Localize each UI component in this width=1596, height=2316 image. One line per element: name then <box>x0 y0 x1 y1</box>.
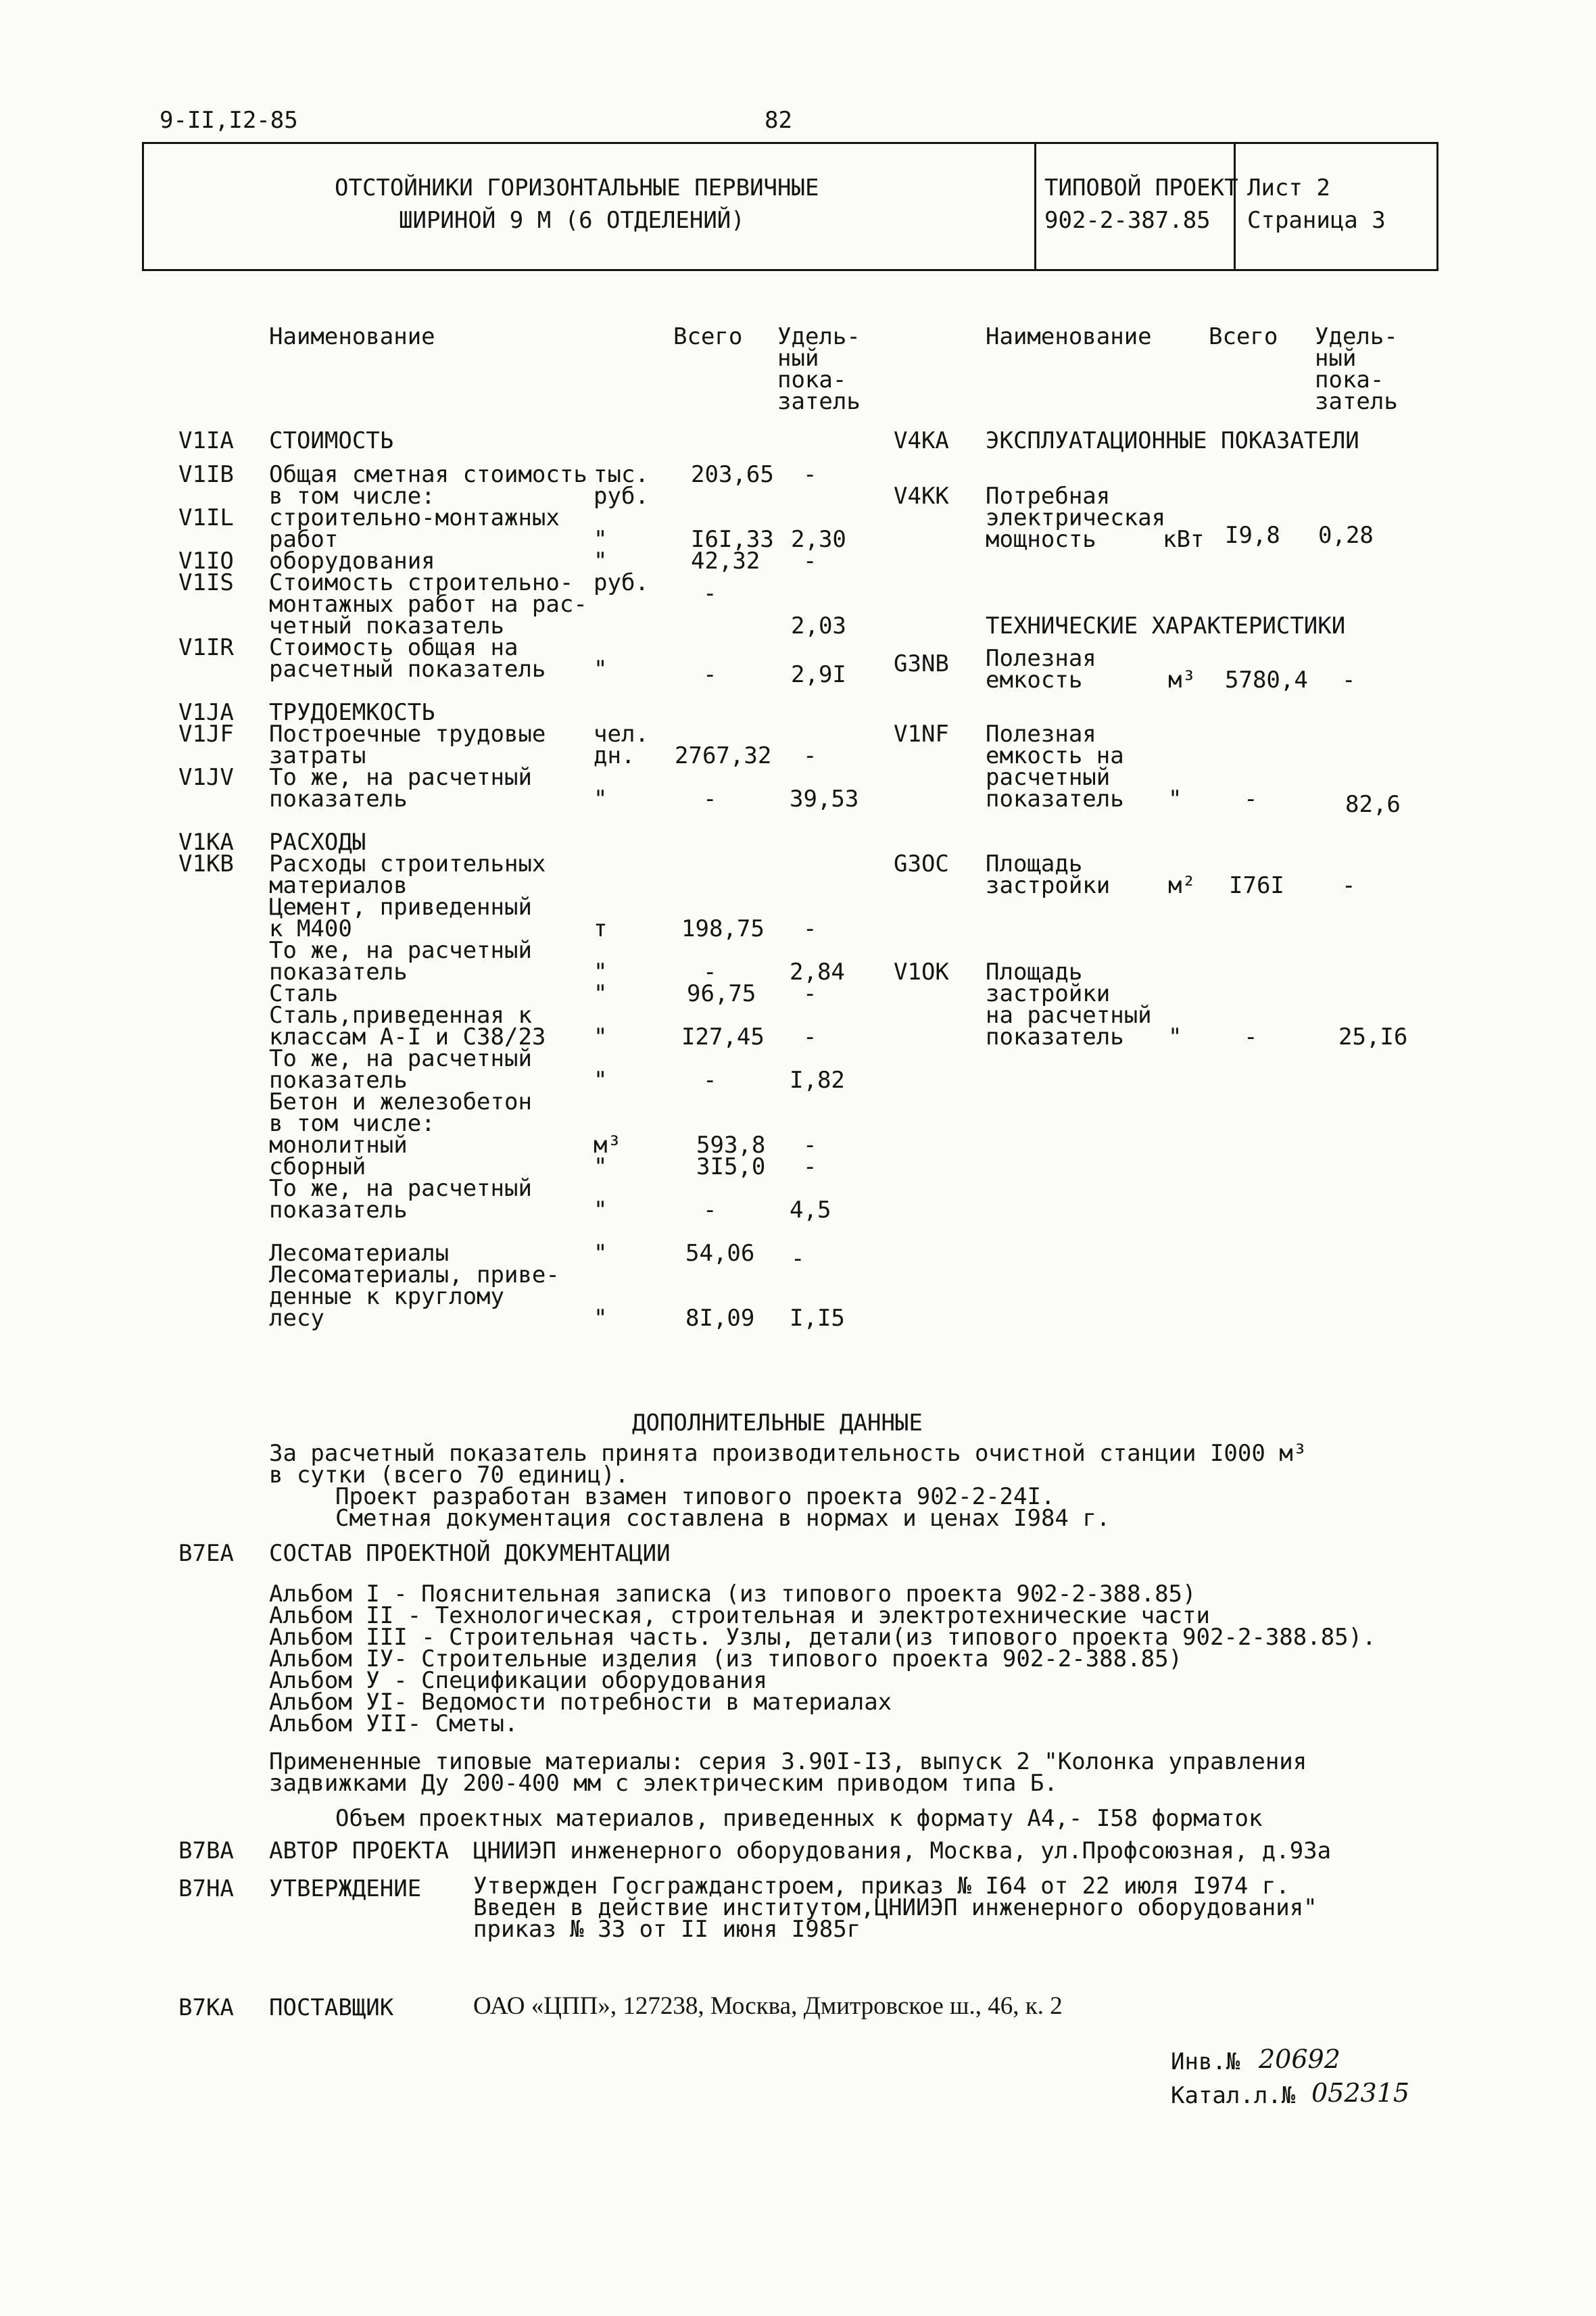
row-unit: " <box>594 1305 608 1332</box>
row-unit: " <box>594 980 608 1007</box>
document-code: 9-II,I2-85 <box>160 107 298 134</box>
supplier-code: B7KA <box>178 1994 234 2021</box>
row-unit: " <box>1168 1023 1182 1051</box>
row-code: G3OC <box>894 850 949 877</box>
row-specific: 2,30 <box>791 526 846 553</box>
row-total: 96,75 <box>687 980 756 1007</box>
author-code: B7BA <box>178 1837 234 1864</box>
composition-code: B7EA <box>178 1540 234 1567</box>
row-code: V4KK <box>894 483 949 510</box>
row-code: V1IA <box>178 427 234 454</box>
row-name: РАСХОДЫ <box>269 829 366 856</box>
additional-paragraph-3: Сметная документация составлена в нормах и ценах I984 г. <box>335 1505 1111 1532</box>
row-name: оборудования <box>269 548 435 575</box>
author-value: ЦНИИЭП инженерного оборудования, Москва, ул.Профсоюзная, д.93а <box>473 1837 1332 1864</box>
row-unit: " <box>594 656 608 683</box>
row-code: V1OK <box>894 959 949 986</box>
stamp-project-label: ТИПОВОЙ ПРОЕКТ <box>1044 174 1238 201</box>
row-unit: " <box>594 1240 608 1267</box>
row-code: V1IB <box>178 461 234 488</box>
left-header-name: Наименование <box>269 323 435 350</box>
row-total: - <box>703 1197 717 1224</box>
row-unit: тыс. руб. <box>594 461 649 510</box>
row-code: V1KB <box>178 850 234 877</box>
row-specific: 2,9I <box>791 661 846 688</box>
catalog-number: 052315 <box>1311 2078 1410 2108</box>
right-header-name: Наименование <box>986 323 1152 350</box>
album-item: Альбом I - Пояснительная записка (из типового проекта 902-2-388.85) <box>269 1581 1196 1608</box>
supplier-label: ПОСТАВЩИК <box>269 1994 394 2021</box>
row-name: То же, на расчетный показатель <box>269 1045 532 1094</box>
row-name: Площадь застройки на расчетный показатель <box>986 959 1152 1051</box>
row-name: ТРУДОЕМКОСТЬ <box>269 699 435 726</box>
row-name: Цемент, приведенный к М400 <box>269 894 532 942</box>
row-specific: - <box>803 915 817 942</box>
row-name: То же, на расчетный показатель <box>269 764 532 813</box>
row-name: сборный <box>269 1153 366 1180</box>
row-specific: - <box>803 1023 817 1051</box>
row-name: ЭКСПЛУАТАЦИОННЫЕ ПОКАЗАТЕЛИ <box>986 427 1359 454</box>
row-name: Бетон и железобетон в том числе: <box>269 1088 532 1137</box>
row-total: I27,45 <box>681 1023 765 1051</box>
additional-paragraph-2: Проект разработан взамен типового проекта 902-2-24I. <box>335 1483 1055 1510</box>
row-specific: I,82 <box>790 1067 845 1094</box>
stamp-page: Страница 3 <box>1247 207 1386 234</box>
stamp-title-line1: ОТСТОЙНИКИ ГОРИЗОНТАЛЬНЫЕ ПЕРВИЧНЫЕ <box>335 174 819 201</box>
row-unit: " <box>594 1023 608 1051</box>
right-header-total: Всего <box>1209 323 1278 350</box>
row-specific: I,I5 <box>790 1305 845 1332</box>
row-total: 203,65 <box>691 461 774 488</box>
row-specific: 39,53 <box>790 786 859 813</box>
row-name: Полезная емкость на расчетный показатель <box>986 721 1124 813</box>
row-name: Полезная емкость <box>986 645 1096 694</box>
row-specific: - <box>803 461 817 488</box>
album-item: Альбом У - Спецификации оборудования <box>269 1667 767 1694</box>
row-unit: т <box>594 915 608 942</box>
row-total: - <box>1244 1023 1258 1051</box>
approval-code: B7HA <box>178 1875 234 1902</box>
row-unit: " <box>594 526 608 553</box>
additional-paragraph-1: За расчетный показатель принята производительность очистной станции I000 м³ в сутки (всего 70 единиц). <box>269 1440 1307 1489</box>
author-label: АВТОР ПРОЕКТА <box>269 1837 450 1864</box>
row-total: - <box>703 661 717 688</box>
row-unit: " <box>594 1197 608 1224</box>
approval-label: УТВЕРЖДЕНИЕ <box>269 1875 422 1902</box>
row-name: монолитный <box>269 1132 408 1159</box>
left-header-specific: Удель- ный пока- затель <box>777 323 861 415</box>
row-specific: - <box>803 1153 817 1180</box>
album-item: Альбом II - Технологическая, строительная и электротехнические части <box>269 1602 1210 1629</box>
row-total: - <box>703 1067 717 1094</box>
page-number: 82 <box>765 107 792 134</box>
inventory-label: Инв.№ <box>1171 2048 1240 2075</box>
row-unit: м² <box>1168 872 1196 899</box>
row-specific: - <box>803 980 817 1007</box>
row-specific: - <box>1342 872 1356 899</box>
additional-heading: ДОПОЛНИТЕЛЬНЫЕ ДАННЫЕ <box>632 1409 923 1437</box>
row-total: I76I <box>1229 872 1284 899</box>
row-unit: м³ <box>1168 667 1196 694</box>
row-unit: м³ <box>594 1132 621 1159</box>
row-name: Лесоматериалы, приве- денные к круглому лесу <box>269 1261 560 1332</box>
row-unit: " <box>594 1153 608 1180</box>
row-specific: 2,03 <box>791 612 846 640</box>
row-code: V1NF <box>894 721 949 748</box>
row-name: Сталь,приведенная к классам А-I и С38/23 <box>269 1002 546 1051</box>
row-code: V1IL <box>178 504 234 531</box>
row-name: Расходы строительных материалов <box>269 850 546 899</box>
composition-heading: СОСТАВ ПРОЕКТНОЙ ДОКУМЕНТАЦИИ <box>269 1540 671 1567</box>
row-specific: 25,I6 <box>1338 1023 1408 1051</box>
row-name: Площадь застройки <box>986 850 1111 899</box>
row-code: V4KA <box>894 427 949 454</box>
row-code: G3NB <box>894 650 949 677</box>
row-unit: " <box>1168 786 1182 813</box>
row-specific: - <box>791 1245 805 1272</box>
album-item: Альбом IУ- Строительные изделия (из типового проекта 902-2-388.85) <box>269 1645 1183 1672</box>
stamp-sheet: Лист 2 <box>1247 174 1330 201</box>
left-header-total: Всего <box>673 323 743 350</box>
stamp-project-number: 902-2-387.85 <box>1044 207 1211 234</box>
row-code: V1JV <box>178 764 234 791</box>
row-code: V1KA <box>178 829 234 856</box>
row-total: - <box>703 786 717 813</box>
row-specific: - <box>803 548 817 575</box>
inventory-number: 20692 <box>1259 2044 1340 2074</box>
applied-materials: Примененные типовые материалы: серия 3.90I-I3, выпуск 2 "Колонка управления задвижками Ду 200-400 мм с электрическим приводом типа Б. <box>269 1748 1307 1797</box>
row-name: Потребная электрическая мощность <box>986 483 1166 553</box>
row-specific: - <box>803 1132 817 1159</box>
row-name: СТОИМОСТЬ <box>269 427 394 454</box>
row-total: - <box>1244 786 1258 813</box>
row-unit: " <box>594 548 608 575</box>
row-total: - <box>703 580 717 607</box>
materials-volume: Объем проектных материалов, приведенных к формату А4,- I58 форматок <box>335 1805 1263 1832</box>
row-code: V1JA <box>178 699 234 726</box>
row-code: V1IO <box>178 548 234 575</box>
row-total: 2767,32 <box>675 742 772 769</box>
row-name: Сталь <box>269 980 339 1007</box>
row-total: 8I,09 <box>685 1305 755 1332</box>
catalog-label: Катал.л.№ <box>1171 2082 1296 2109</box>
row-name: строительно-монтажных работ <box>269 504 560 553</box>
row-total: 42,32 <box>691 548 760 575</box>
row-specific: 0,28 <box>1318 522 1374 549</box>
album-item: Альбом III - Строительная часть. Узлы, детали(из типового проекта 902-2-388.85). <box>269 1624 1376 1651</box>
row-total: 593,8 <box>696 1132 766 1159</box>
row-name: Стоимость строительно- монтажных работ на рас- четный показатель <box>269 569 587 640</box>
row-name: ТЕХНИЧЕСКИЕ ХАРАКТЕРИСТИКИ <box>986 612 1346 640</box>
row-unit: чел. дн. <box>594 721 649 769</box>
row-specific: - <box>803 742 817 769</box>
row-unit: руб. <box>594 569 649 596</box>
row-total: I6I,33 <box>691 526 774 553</box>
row-unit: " <box>594 786 608 813</box>
row-unit: " <box>594 959 608 986</box>
row-name: То же, на расчетный показатель <box>269 1175 532 1224</box>
right-header-specific: Удель- ный пока- затель <box>1315 323 1398 415</box>
row-specific: 82,6 <box>1345 791 1401 818</box>
row-name: То же, на расчетный показатель <box>269 937 532 986</box>
row-name: Лесоматериалы <box>269 1240 450 1267</box>
row-total: 3I5,0 <box>696 1153 766 1180</box>
row-total: I9,8 <box>1225 522 1280 549</box>
row-code: V1JF <box>178 721 234 748</box>
row-total: 5780,4 <box>1225 667 1308 694</box>
row-specific: - <box>1342 667 1356 694</box>
row-unit: " <box>594 1067 608 1094</box>
row-code: V1IR <box>178 634 234 661</box>
supplier-value: ОАО «ЦПП», 127238, Москва, Дмитровское ш., 46, к. 2 <box>473 1992 1063 2020</box>
row-total: 198,75 <box>681 915 765 942</box>
row-specific: 4,5 <box>790 1197 831 1224</box>
album-item: Альбом УI- Ведомости потребности в материалах <box>269 1689 892 1716</box>
row-total: - <box>703 959 717 986</box>
row-total: 54,06 <box>685 1240 755 1267</box>
row-name: Стоимость общая на расчетный показатель <box>269 634 546 683</box>
row-specific: 2,84 <box>790 959 845 986</box>
row-unit: кВт <box>1163 526 1205 553</box>
approval-value: Утвержден Госгражданстроем, приказ № I64 от 22 июля I974 г. Введен в действие институтом,ЦНИИЭП инженерного оборудования" приказ № 33 от II июня I985г <box>473 1873 1317 1943</box>
row-code: V1IS <box>178 569 234 596</box>
row-name: Общая сметная стоимость в том числе: <box>269 461 587 510</box>
album-item: Альбом УII- Сметы. <box>269 1710 518 1737</box>
stamp-title-line2: ШИРИНОЙ 9 М (6 ОТДЕЛЕНИЙ) <box>399 207 745 234</box>
row-name: Построечные трудовые затраты <box>269 721 546 769</box>
